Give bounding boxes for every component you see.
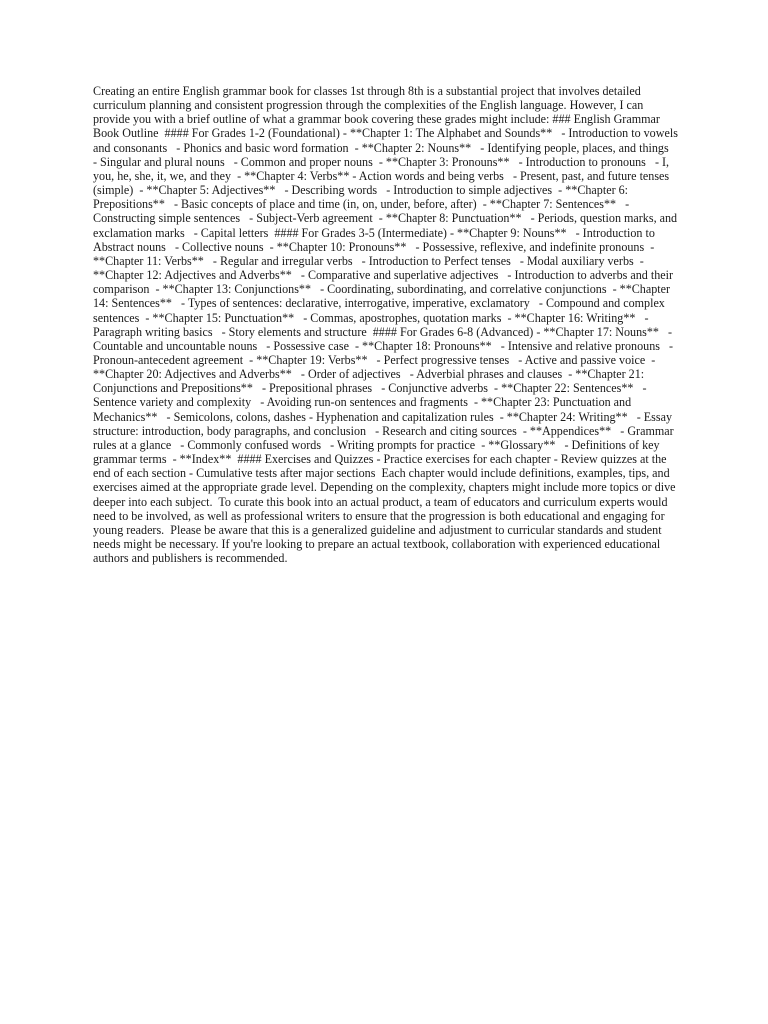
body-paragraph: Creating an entire English grammar book for classes 1st through 8th is a substantial project that involves detailed curriculum planning and consistent progression through the complexities of the English language. However, I can provide you with a brief outline of what a grammar book covering these grades might include: ### English Grammar Book Outline #### For Grades 1-2 (Foundational) - **Chapter 1: The Alphabet and Sounds** - Introduction to vowels and consonants - Phonics and basic word formation - **Chapter 2: Nouns** - Identifying people, places, and things - Singular and plural nouns - Common and proper nouns - **Chapter 3: Pronouns** - Introduction to pronouns - I, you, he, she, it, we, and they - **Chapter 4: Verbs** - Action words and being verbs - Present, past, and future tenses (simple) - **Chapter 5: Adjectives** - Describing words - Introduction to simple adjectives - **Chapter 6: Prepositions** - Basic concepts of place and time (in, on, under, before, after) - **Chapter 7: Sentences** - Constructing simple sentences - Subject-Verb agreement - **Chapter 8: Punctuation** - Periods, question marks, and exclamation marks - Capital letters #### For Grades 3-5 (Intermediate) - **Chapter 9: Nouns** - Introduction to Abstract nouns - Collective nouns - **Chapter 10: Pronouns** - Possessive, reflexive, and indefinite pronouns - **Chapter 11: Verbs** - Regular and irregular verbs - Introduction to Perfect tenses - Modal auxiliary verbs - **Chapter 12: Adjectives and Adverbs** - Comparative and superlative adjectives - Introduction to adverbs and their comparison - **Chapter 13: Conjunctions** - Coordinating, subordinating, and correlative conjunctions - **Chapter 14: Sentences** - Types of sentences: declarative, interrogative, imperative, exclamatory - Compound and complex sentences - **Chapter 15: Punctuation** - Commas, apostrophes, quotation marks - **Chapter 16: Writing** - Paragraph writing basics - Story elements and structure #### For Grades 6-8 (Advanced) - **Chapter 17: Nouns** - Countable and uncountable nouns - Possessive case - **Chapter 18: Pronouns** - Intensive and relative pronouns - Pronoun-antecedent agreement - **Chapter 19: Verbs** - Perfect progressive tenses - Active and passive voice - **Chapter 20: Adjectives and Adverbs** - Order of adjectives - Adverbial phrases and clauses - **Chapter 21: Conjunctions and Prepositions** - Prepositional phrases - Conjunctive adverbs - **Chapter 22: Sentences** - Sentence variety and complexity - Avoiding run-on sentences and fragments - **Chapter 23: Punctuation and Mechanics** - Semicolons, colons, dashes - Hyphenation and capitalization rules - **Chapter 24: Writing** - Essay structure: introduction, body paragraphs, and conclusion - Research and citing sources - **Appendices** - Grammar rules at a glance - Commonly confused words - Writing prompts for practice - **Glossary** - Definitions of key grammar terms - **Index** #### Exercises and Quizzes - Practice exercises for each chapter - Review quizzes at the end of each section - Cumulative tests after major sections Each chapter would include definitions, examples, tips, and exercises aimed at the appropriate grade level. Depending on the complexity, chapters might include more topics or dive deeper into each subject. To curate this book into an actual product, a team of educators and curriculum experts would need to be involved, as well as professional writers to ensure that the progression is both educational and engaging for young readers. Please be aware that this is a generalized guideline and adjustment to curricular standards and student needs might be necessary. If you're looking to prepare an actual textbook, collaboration with experienced educational authors and publishers is recommended. [93, 84, 681, 566]
